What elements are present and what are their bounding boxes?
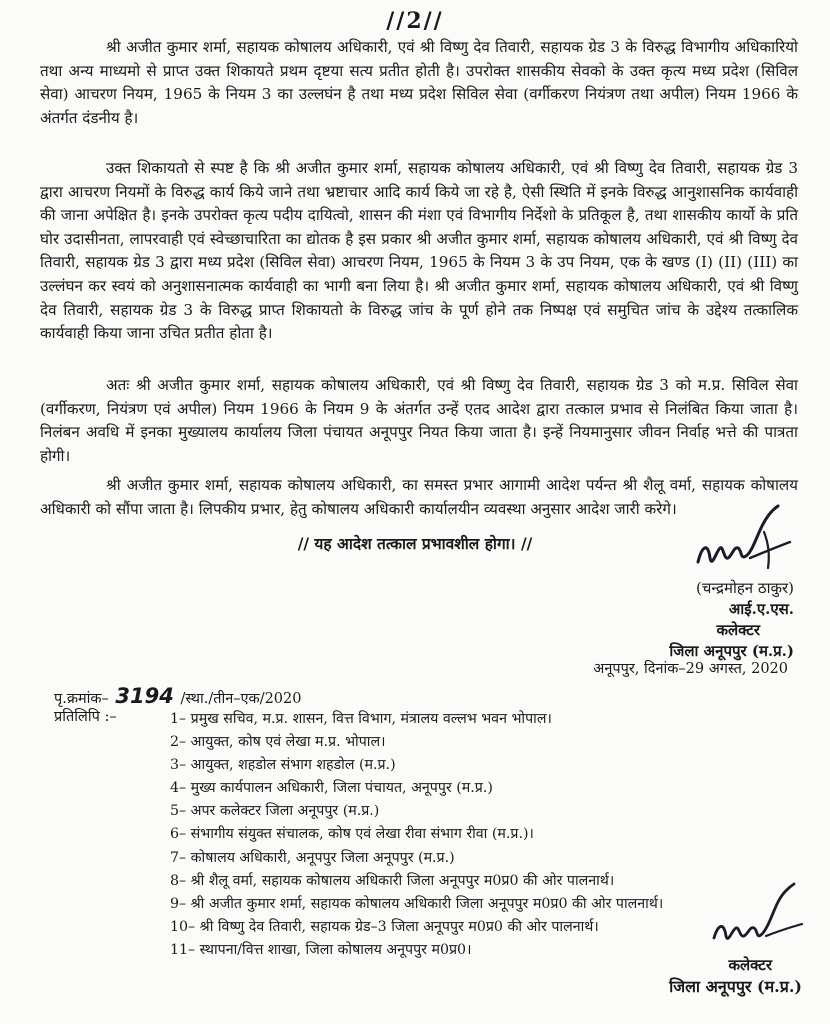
signatory-name: (चन्द्रमोहन ठाकुर): [696, 579, 794, 597]
paragraph-1: श्री अजीत कुमार शर्मा, सहायक कोषालय अधिकारी, एवं श्री विष्णु देव तिवारी, सहायक ग्रेड 3 के विरुद्ध विभागीय अधिकारियो तथा अन्य माध्यमो से प्राप्त उक्त शिकायते प्रथम दृष्टया सत्य प्रतीत होती है। उपरोक्त शासकीय सेवको के उक्त कृत्य मध्य प्रदेश (सिविल सेवा) आचरण नियम, 1965 के नियम 3 का उल्लघंन है तथा मध्य प्रदेश सिविल सेवा (वर्गीकरण नियंत्रण तथा अपील) नियम 1966 के अंतर्गत दंडनीय है।: [40, 38, 798, 127]
reference-number: 3194: [115, 684, 174, 708]
reference-suffix: /स्था./तीन–एक/2020: [180, 691, 302, 707]
reference-prefix: पृ.क्रमांक–: [54, 691, 109, 707]
copy-to-list: [170, 708, 663, 962]
place-date: अनूपपुर, दिनांक–29 अगस्त, 2020: [593, 661, 788, 677]
page-number: //2//: [386, 8, 444, 34]
footer-signature: [708, 880, 808, 960]
list-item: 2– आयुक्त, कोष एवं लेखा म.प्र. भोपाल।: [170, 734, 386, 751]
list-item: 5– अपर कलेक्टर जिला अनूपपुर (म.प्र.): [170, 803, 380, 820]
list-item: 3– आयुक्त, शहडोल संभाग शहडोल (म.प्र.): [170, 757, 396, 774]
footer-signatory-district: जिला अनूपपुर (म.प्र.): [669, 977, 802, 996]
list-item: 1– प्रमुख सचिव, म.प्र. शासन, वित्त विभाग, मंत्रालय वल्लभ भवन भोपाल।: [170, 711, 552, 727]
paragraph-4: श्री अजीत कुमार शर्मा, सहायक कोषालय अधिकारी, का समस्त प्रभार आगामी आदेश पर्यन्त श्री शैलू वर्मा, सहायक कोषालय अधिकारी को सौंपा जाता है। लिपकीय प्रभार, हेतु कोषालय अधिकारी कार्यालयीन व्यवस्था अनुसार आदेश जारी करेगे।: [40, 476, 798, 518]
list-item: 8– श्री शैलू वर्मा, सहायक कोषालय अधिकारी जिला अनूपपुर म0प्र0 की ओर पालनार्थ।: [170, 872, 615, 889]
paragraph-3: अतः श्री अजीत कुमार शर्मा, सहायक कोषालय अधिकारी, एवं श्री विष्णु देव तिवारी, सहायक ग्रेड 3 को म.प्र. सिविल सेवा (वर्गीकरण, नियंत्रण एवं अपील) नियम 1966 के नियम 9 के अंतर्गत उन्हें एतद आदेश द्वारा तत्काल प्रभाव से निलंबित किया जाता है। निलंबन अवधि में इनका मुख्यालय कार्यालय जिला पंचायत अनूपपुर नियत किया जाता है। इन्हें नियमानुसार जीवन निर्वाह भत्ते की पात्रता होगी।: [40, 376, 798, 465]
paragraph-2: उक्त शिकायतो से स्पष्ट है कि श्री अजीत कुमार शर्मा, सहायक कोषालय अधिकारी, एवं श्री विष्णु देव तिवारी, सहायक ग्रेड 3 द्वारा आचरण नियमों के विरुद्ध कार्य किये जाने तथा भ्रष्टाचार आदि कार्य किये जा रहे है, ऐसी स्थिति में इनके विरुद्ध आनुशासनिक कार्यवाही की जाना अपेक्षित है। इनके उपरोक्त कृत्य पदीय दायित्वो, शासन की मंशा एवं विभागीय निर्देशो के प्रतिकूल है, तथा शासकीय कार्यो के प्रति घोर उदासीनता, लापरवाही एवं स्वेच्छाचारिता का द्योतक है इस प्रकार श्री अजीत कुमार शर्मा, सहायक कोषालय अधिकारी, एवं श्री विष्णु देव तिवारी, सहायक ग्रेड 3 द्वारा मध्य प्रदेश (सिविल सेवा) आचरण नियम, 1965 के नियम 3 के उप नियम, एक के खण्ड (I) (II) (III) का उल्लंघन कर स्वयं को अनुशासनात्मक कार्यवाही का भागी बना लिया है। श्री अजीत कुमार शर्मा, सहायक कोषालय अधिकारी, एवं श्री विष्णु देव तिवारी, सहायक ग्रेड 3 के विरुद्ध प्राप्त शिकायतो के विरुद्ध जांच के पूर्ण होने तक निष्पक्ष एवं समुचित जांच के उद्देश्य तत्कालिक कार्यवाही किया जाना उचित प्रतीत होता है।: [40, 159, 799, 343]
copy-to-label: प्रतिलिपि :–: [54, 709, 117, 725]
effect-line: // यह आदेश तत्काल प्रभावशील होगा। //: [297, 534, 533, 553]
list-item: 6– संभागीय संयुक्त संचालक, कोष एवं लेखा रीवा संभाग रीवा (म.प्र.)।: [170, 826, 534, 843]
collector-signature: [690, 502, 800, 584]
signatory-block: [669, 578, 794, 662]
footer-signatory-designation: कलेक्टर: [728, 956, 772, 974]
signatory-designation: कलेक्टर: [716, 621, 760, 639]
list-item: 9– श्री अजीत कुमार शर्मा, सहायक कोषालय अधिकारी जिला अनूपपुर म0प्र0 की ओर पालनार्थ।: [170, 895, 664, 912]
footer-signatory-block: [669, 955, 802, 997]
list-item: 10– श्री विष्णु देव तिवारी, सहायक ग्रेड–3 जिला अनूपपुर म0प्र0 की ओर पालनार्थ।: [170, 918, 599, 935]
list-item: 7– कोषालय अधिकारी, अनूपपुर जिला अनूपपुर (म.प्र.): [170, 849, 455, 866]
reference-line: [54, 684, 301, 708]
signatory-service: आई.ए.एस.: [728, 600, 794, 618]
list-item: 4– मुख्य कार्यपालन अधिकारी, जिला पंचायत, अनूपपुर (म.प्र.): [170, 780, 493, 797]
list-item: 11– स्थापना/वित्त शाखा, जिला कोषालय अनूपपुर म0प्र0।: [170, 941, 472, 958]
signatory-district: जिला अनूपपुर (म.प्र.): [669, 642, 794, 660]
